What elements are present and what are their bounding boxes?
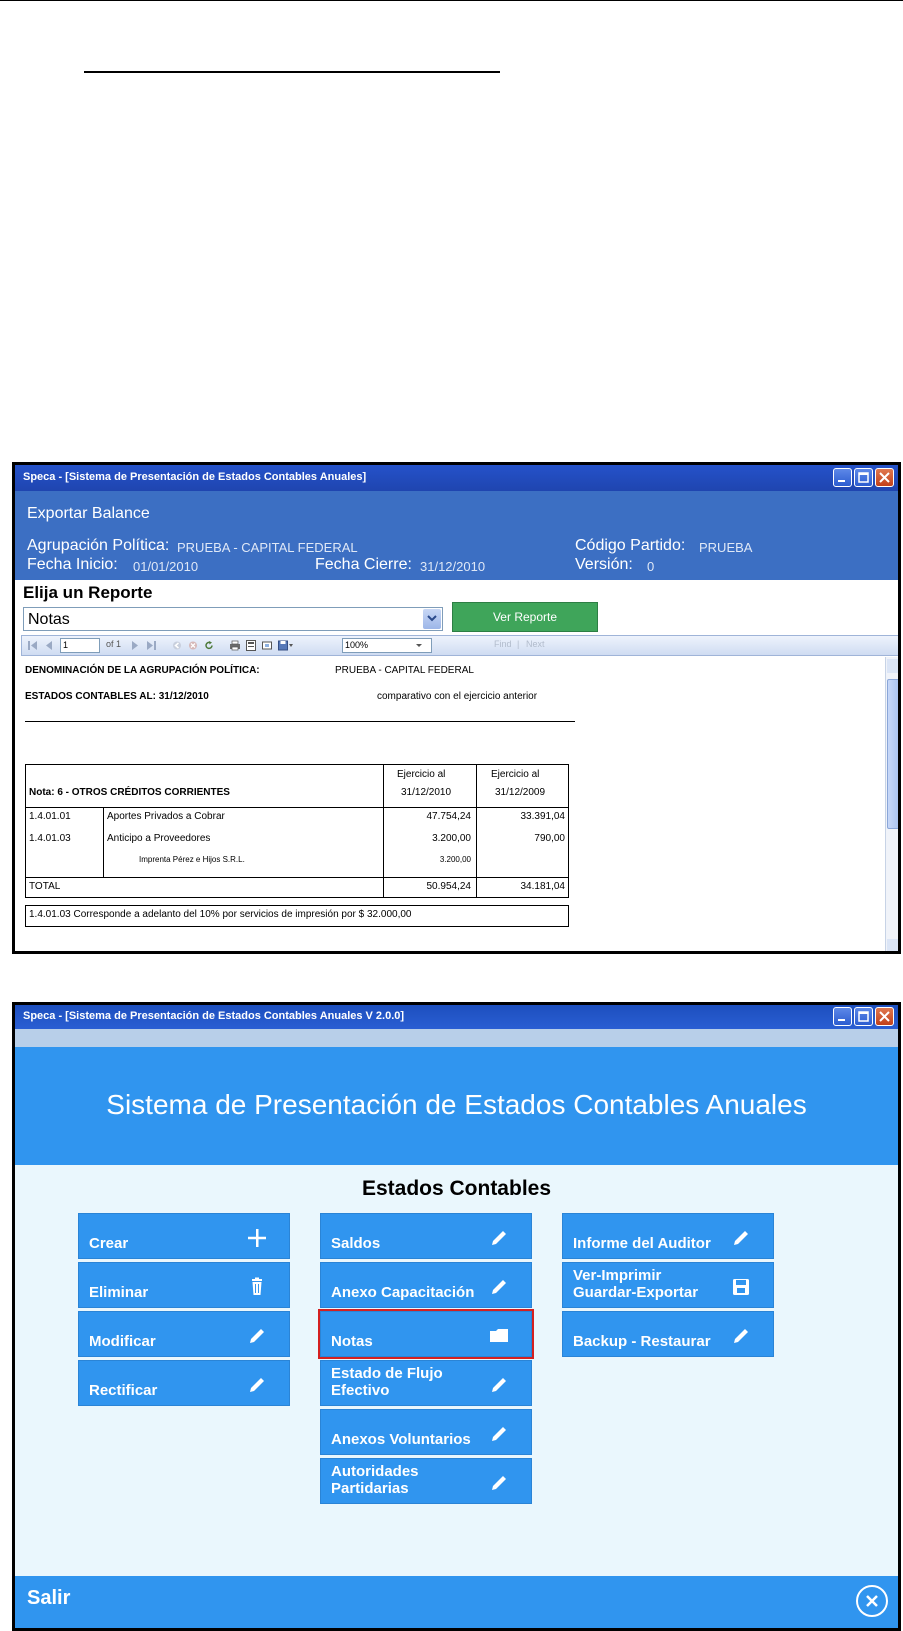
report-select-label: Elija un Reporte xyxy=(23,583,153,602)
table-row-1-2009: 33.391,04 xyxy=(520,811,565,822)
fecha-inicio-label: Fecha Inicio: xyxy=(27,556,118,573)
salir-button[interactable]: Salir xyxy=(27,1587,71,1609)
maximize-icon xyxy=(855,1008,872,1025)
report-scrollbar[interactable] xyxy=(885,657,901,954)
ver-reporte-button[interactable]: Ver Reporte xyxy=(452,602,598,632)
export-balance-window xyxy=(12,462,901,954)
zoom-value: 100% xyxy=(345,640,369,650)
pencil-icon xyxy=(731,1228,751,1248)
denominacion-label: DENOMINACIÓN DE LA AGRUPACIÓN POLÍTICA: xyxy=(25,665,260,676)
pencil-icon xyxy=(247,1326,267,1346)
table-row-1-code: 1.4.01.01 xyxy=(29,811,71,822)
autoridades-partidarias-button[interactable] xyxy=(320,1458,532,1504)
app-banner-title: Sistema de Presentación de Estados Contables Anuales xyxy=(15,1047,898,1165)
close-button[interactable] xyxy=(875,1007,894,1026)
maximize-button[interactable] xyxy=(854,468,873,487)
estado-flujo-label xyxy=(331,1365,443,1399)
window-titlebar xyxy=(15,465,898,491)
rectificar-label: Rectificar xyxy=(89,1382,158,1399)
pencil-icon xyxy=(489,1473,509,1493)
page-count: of 1 xyxy=(106,639,122,649)
minimize-icon xyxy=(834,469,851,486)
close-icon xyxy=(876,469,893,486)
folder-icon xyxy=(489,1326,509,1346)
modificar-button[interactable] xyxy=(78,1311,290,1357)
col-2010-header-b: 31/12/2010 xyxy=(401,787,452,798)
footer-bar xyxy=(15,1576,898,1628)
page-top-rule xyxy=(0,0,903,1)
anexos-voluntarios-button[interactable] xyxy=(320,1409,532,1455)
saldos-label: Saldos xyxy=(331,1235,381,1252)
table-row-2-2009: 790,00 xyxy=(534,833,565,844)
estado-flujo-button[interactable] xyxy=(320,1360,532,1406)
save-icon xyxy=(731,1277,751,1297)
ver-imprimir-line-2: Guardar-Exportar xyxy=(573,1284,699,1301)
anexo-capacitacion-button[interactable] xyxy=(320,1262,532,1308)
table-row-3-desc: Imprenta Pérez e Hijos S.R.L. xyxy=(139,855,245,864)
codigo-value: PRUEBA xyxy=(699,540,753,555)
close-circle-icon[interactable] xyxy=(856,1585,888,1617)
total-2010: 50.954,24 xyxy=(426,881,471,892)
table-row-1-desc: Aportes Privados a Cobrar xyxy=(107,811,225,822)
backup-label: Backup - Restaurar xyxy=(573,1333,711,1350)
codigo-label: Código Partido: xyxy=(575,537,686,554)
window-title: Speca - [Sistema de Presentación de Estados Contables Anuales V 2.0.0] xyxy=(23,1010,405,1022)
version-value: 0 xyxy=(647,559,655,574)
estado-flujo-line-1: Estado de Flujo xyxy=(331,1365,443,1382)
close-icon xyxy=(876,1008,893,1025)
pencil-icon xyxy=(247,1375,267,1395)
balance-header xyxy=(15,491,898,580)
print-icon[interactable] xyxy=(230,640,240,651)
pencil-icon xyxy=(731,1326,751,1346)
agrupacion-value: PRUEBA - CAPITAL FEDERAL xyxy=(177,540,358,555)
report-viewer-toolbar xyxy=(21,635,901,656)
footnote-text: 1.4.01.03 Corresponde a adelanto del 10% por servicios de impresión por $ 32.000,00 xyxy=(29,909,412,920)
anexo-capacitacion-label: Anexo Capacitación xyxy=(331,1284,475,1301)
total-2009: 34.181,04 xyxy=(520,881,565,892)
find-link[interactable]: Find xyxy=(494,639,512,649)
minimize-icon xyxy=(834,1008,851,1025)
zoom-chevron-down-icon[interactable] xyxy=(414,640,424,651)
next-link[interactable]: Next xyxy=(526,639,545,649)
report-divider xyxy=(25,721,575,722)
comparativo-text: comparativo con el ejercicio anterior xyxy=(377,691,538,702)
minimize-button[interactable] xyxy=(833,1007,852,1026)
main-menu-window xyxy=(12,1002,901,1631)
ver-imprimir-label xyxy=(573,1267,698,1301)
total-label: TOTAL xyxy=(29,881,61,892)
fecha-cierre-label: Fecha Cierre: xyxy=(315,556,412,573)
previous-page-icon[interactable] xyxy=(44,640,54,651)
find-separator: | xyxy=(517,639,520,649)
window-titlebar xyxy=(15,1005,898,1029)
export-icon[interactable] xyxy=(278,640,294,651)
autoridades-line-2: Partidarias xyxy=(331,1480,409,1497)
report-select[interactable] xyxy=(23,607,443,631)
scroll-down-button[interactable] xyxy=(887,939,900,953)
page-title: Exportar Balance xyxy=(27,505,150,522)
page-setup-icon[interactable] xyxy=(262,640,272,651)
next-page-icon[interactable] xyxy=(130,640,140,651)
menu-strip xyxy=(15,1029,898,1047)
agrupacion-label: Agrupación Política: xyxy=(27,537,170,554)
first-page-icon[interactable] xyxy=(28,640,38,651)
header-rule xyxy=(25,807,569,808)
crear-label: Crear xyxy=(89,1235,129,1252)
informe-auditor-label: Informe del Auditor xyxy=(573,1235,711,1252)
trash-icon xyxy=(247,1277,267,1297)
last-page-icon[interactable] xyxy=(146,640,156,651)
close-button[interactable] xyxy=(875,468,894,487)
refresh-icon[interactable] xyxy=(204,640,214,651)
section-title: Estados Contables xyxy=(361,1177,552,1200)
eliminar-button[interactable] xyxy=(78,1262,290,1308)
autoridades-line-1: Autoridades xyxy=(331,1463,419,1480)
col-2009-header-a: Ejercicio al xyxy=(491,769,540,780)
scroll-thumb[interactable] xyxy=(887,679,900,829)
page-number-input[interactable]: 1 xyxy=(60,638,100,653)
crear-button[interactable] xyxy=(78,1213,290,1259)
stop-icon[interactable] xyxy=(188,640,198,651)
pencil-icon xyxy=(489,1375,509,1395)
table-row-1-2010: 47.754,24 xyxy=(426,811,471,822)
table-row-2-code: 1.4.01.03 xyxy=(29,833,71,844)
maximize-button[interactable] xyxy=(854,1007,873,1026)
pencil-icon xyxy=(489,1277,509,1297)
col-2010-header-a: Ejercicio al xyxy=(397,769,446,780)
rectificar-button[interactable] xyxy=(78,1360,290,1406)
estados-label: ESTADOS CONTABLES AL: 31/12/2010 xyxy=(25,691,209,702)
pencil-icon xyxy=(489,1228,509,1248)
fecha-inicio-value: 01/01/2010 xyxy=(133,559,199,574)
pencil-icon xyxy=(489,1424,509,1444)
estado-flujo-line-2: Efectivo xyxy=(331,1382,390,1399)
modificar-label: Modificar xyxy=(89,1333,156,1350)
report-select-value: Notas xyxy=(28,611,70,628)
page-underline xyxy=(84,71,500,73)
eliminar-label: Eliminar xyxy=(89,1284,149,1301)
chevron-down-icon[interactable] xyxy=(423,609,441,629)
denominacion-value: PRUEBA - CAPITAL FEDERAL xyxy=(335,665,474,676)
print-layout-icon[interactable] xyxy=(246,640,256,651)
table-row-2-desc: Anticipo a Proveedores xyxy=(107,833,211,844)
scroll-up-button[interactable] xyxy=(887,659,900,673)
saldos-button[interactable] xyxy=(320,1213,532,1259)
window-title: Speca - [Sistema de Presentación de Estados Contables Anuales] xyxy=(23,471,367,483)
informe-auditor-button[interactable] xyxy=(562,1213,774,1259)
col-2009-header-b: 31/12/2009 xyxy=(495,787,546,798)
version-label: Versión: xyxy=(575,556,633,573)
notas-label: Notas xyxy=(331,1333,373,1350)
notas-button[interactable] xyxy=(320,1311,532,1357)
ver-imprimir-line-1: Ver-Imprimir xyxy=(573,1267,662,1284)
autoridades-label xyxy=(331,1463,419,1497)
ver-imprimir-button[interactable] xyxy=(562,1262,774,1308)
minimize-button[interactable] xyxy=(833,468,852,487)
report-viewer-body xyxy=(21,657,901,954)
back-icon[interactable] xyxy=(172,640,182,651)
maximize-icon xyxy=(855,469,872,486)
backup-restaurar-button[interactable] xyxy=(562,1311,774,1357)
plus-icon xyxy=(247,1228,267,1248)
table-row-2-2010: 3.200,00 xyxy=(432,833,471,844)
table-row-3-2010: 3.200,00 xyxy=(439,855,471,864)
fecha-cierre-value: 31/12/2010 xyxy=(420,559,486,574)
nota-title: Nota: 6 - OTROS CRÉDITOS CORRIENTES xyxy=(29,787,230,798)
anexos-voluntarios-label: Anexos Voluntarios xyxy=(331,1431,471,1448)
code-divider xyxy=(103,807,104,877)
total-rule xyxy=(25,877,569,878)
